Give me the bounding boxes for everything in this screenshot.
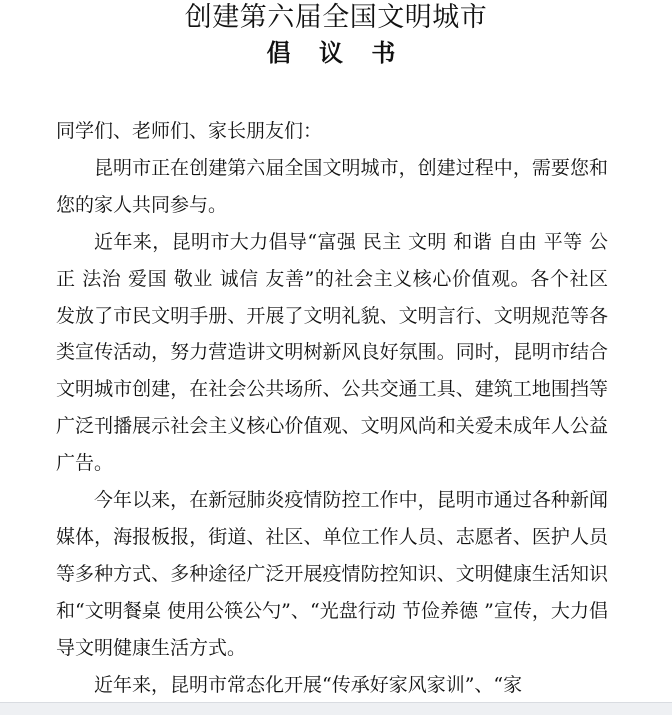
status-bar (0, 702, 672, 715)
salutation: 同学们、老师们、家长朋友们： (56, 120, 323, 142)
paragraph-2: 近年来，昆明市大力倡导“富强 民主 文明 和谐 自由 平等 公正 法治 爱国 敬业 诚信 友善”的社会主义核心价值观。各个社区发放了市民文明手册、开展了文明礼貌、文明言行、文明规范等各类宣传活动，努力营造讲文明树新风良好氛围。同时，昆明市结合文明城市创建，在社会公共场所、公共交通工具、建筑工地围挡等广泛刊播展示社会主义核心价值观、文明风尚和关爱未成年人公益广告。 (56, 230, 608, 475)
paragraph-3: 今年以来，在新冠肺炎疫情防控工作中，昆明市通过各种新闻媒体，海报板报，街道、社区、单位工作人员、志愿者、医护人员等多种方式、多种途径广泛开展疫情防控知识、文明健康生活知识和“文明餐桌 使用公筷公勺”、“光盘行动 节俭养德 ”宣传，大力倡导文明健康生活方式。 (56, 489, 608, 659)
document-title: 创建第六届全国文明城市 (184, 2, 488, 33)
paragraph-1: 昆明市正在创建第六届全国文明城市，创建过程中，需要您和您的家人共同参与。 (56, 156, 608, 216)
paragraph-4: 近年来，昆明市常态化开展“传承好家风家训”、“家 (94, 673, 523, 696)
document-subtitle: 倡 议 书 (266, 38, 406, 67)
document-body[interactable] (56, 113, 608, 703)
